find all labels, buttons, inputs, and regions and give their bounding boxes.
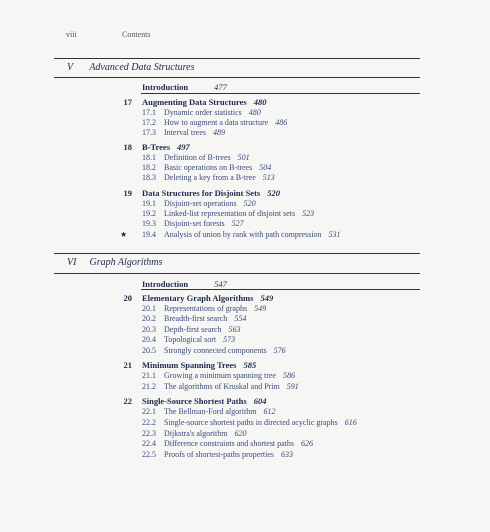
section-entry[interactable] (142, 418, 357, 427)
section-page: 480 (248, 108, 261, 117)
section-page: 489 (212, 128, 225, 137)
section-title: Basic operations on B-trees (164, 163, 253, 172)
chapter-title[interactable] (142, 293, 273, 303)
chapter-title[interactable] (142, 142, 190, 152)
section-page: 573 (223, 335, 236, 344)
intro-label: Introduction (142, 82, 189, 92)
section-entry[interactable] (142, 439, 313, 448)
chapter-number: 19 (123, 188, 132, 198)
section-number: 22.2 (142, 418, 156, 427)
part-roman: VI (67, 257, 77, 268)
section-page: 501 (237, 153, 250, 162)
chapter-title-text: Single-Source Shortest Paths (142, 396, 247, 406)
running-header (66, 30, 151, 39)
part-roman: V (67, 62, 74, 73)
section-number: 20.1 (142, 304, 156, 313)
part-rule-top (54, 253, 420, 254)
chapter-title[interactable] (142, 97, 266, 107)
section-page: 586 (282, 371, 295, 380)
chapter-title[interactable] (142, 188, 280, 198)
section-number: 17.2 (142, 118, 156, 127)
chapter-number: 17 (123, 97, 132, 107)
section-title: The algorithms of Kruskal and Prim (164, 382, 280, 391)
section-page: 591 (286, 382, 299, 391)
chapter-page: 604 (253, 396, 267, 406)
section-title: Growing a minimum spanning tree (164, 371, 276, 380)
section-page: 626 (301, 439, 314, 448)
section-title: Definition of B-trees (164, 153, 231, 162)
intro-page: 477 (214, 82, 227, 92)
section-number: 20.3 (142, 325, 156, 334)
section-entry[interactable] (142, 128, 225, 137)
section-entry[interactable] (142, 163, 271, 172)
part-rule-bottom (54, 273, 420, 274)
section-page: 620 (234, 429, 247, 438)
section-number: 18.1 (142, 153, 156, 162)
section-title: Analysis of union by rank with path compression (164, 230, 322, 239)
section-number: 20.4 (142, 335, 156, 344)
section-title: Proofs of shortest-paths properties (164, 450, 274, 459)
chapter-page: 585 (243, 360, 257, 370)
section-entry[interactable] (142, 407, 275, 416)
section-page: 576 (273, 346, 286, 355)
section-title: Depth-first search (164, 325, 222, 334)
section-entry[interactable] (142, 450, 293, 459)
part-rule-bottom (54, 77, 420, 78)
section-entry[interactable] (142, 429, 246, 438)
chapter-title-text: B-Trees (142, 142, 171, 152)
section-title: How to augment a data structure (164, 118, 269, 127)
part-title-vi (67, 257, 162, 268)
section-entry[interactable] (142, 314, 246, 323)
section-page: 563 (228, 325, 241, 334)
section-number: 20.2 (142, 314, 156, 323)
chapter-title[interactable] (142, 396, 266, 406)
section-number: 22.1 (142, 407, 156, 416)
section-title: Difference constraints and shortest paths (164, 439, 295, 448)
section-number: 21.1 (142, 371, 156, 380)
chapter-title-text: Data Structures for Disjoint Sets (142, 188, 261, 198)
section-entry[interactable] (142, 304, 266, 313)
section-entry[interactable] (142, 173, 275, 182)
chapter-page: 480 (253, 97, 267, 107)
section-number: 18.3 (142, 173, 156, 182)
chapter-page: 549 (260, 293, 274, 303)
chapter-title-text: Minimum Spanning Trees (142, 360, 237, 370)
intro-page: 547 (214, 279, 227, 289)
chapter-number: 18 (123, 142, 132, 152)
section-entry[interactable] (142, 108, 261, 117)
section-number: 19.1 (142, 199, 156, 208)
intro-rule (141, 289, 420, 290)
section-number: 17.1 (142, 108, 156, 117)
section-entry[interactable] (142, 335, 235, 344)
section-entry[interactable] (142, 153, 250, 162)
section-entry[interactable] (142, 346, 286, 355)
chapter-title[interactable] (142, 360, 256, 370)
section-title: Disjoint-set operations (164, 199, 237, 208)
part-rule-top (54, 58, 420, 59)
section-entry[interactable] (142, 118, 287, 127)
section-number: 18.2 (142, 163, 156, 172)
section-entry[interactable] (142, 325, 241, 334)
section-entry[interactable] (142, 209, 314, 218)
section-title: Dijkstra's algorithm (164, 429, 228, 438)
section-page: 554 (234, 314, 247, 323)
header-page-number: viii (66, 30, 77, 39)
section-title: Breadth-first search (164, 314, 228, 323)
section-page: 527 (231, 219, 244, 228)
section-number: 20.5 (142, 346, 156, 355)
chapter-number: 21 (123, 360, 132, 370)
section-page: 616 (344, 418, 357, 427)
section-title: Dynamic order statistics (164, 108, 242, 117)
chapter-number: 20 (123, 293, 132, 303)
section-number: 22.4 (142, 439, 156, 448)
chapter-number: 22 (123, 396, 132, 406)
chapter-page: 497 (177, 142, 190, 152)
section-title: Interval trees (164, 128, 206, 137)
section-title: Deleting a key from a B-tree (164, 173, 256, 182)
section-entry[interactable] (142, 199, 256, 208)
chapter-title-text: Elementary Graph Algorithms (142, 293, 254, 303)
section-page: 513 (262, 173, 275, 182)
section-number: 22.3 (142, 429, 156, 438)
section-entry[interactable] (142, 219, 244, 228)
part-name: Graph Algorithms (89, 257, 163, 268)
section-page: 633 (280, 450, 293, 459)
section-title: Single-source shortest paths in directed acyclic graphs (164, 418, 338, 427)
section-number: 17.3 (142, 128, 156, 137)
chapter-title-text: Augmenting Data Structures (142, 97, 247, 107)
section-page: 504 (259, 163, 272, 172)
section-title: Topological sort (164, 335, 217, 344)
section-number: 19.2 (142, 209, 156, 218)
section-title: The Bellman-Ford algorithm (164, 407, 257, 416)
section-page: 531 (328, 230, 341, 239)
part-intro[interactable] (142, 279, 227, 289)
section-number: 19.4 (142, 230, 156, 239)
section-title: Linked-list representation of disjoint sets (164, 209, 296, 218)
section-entry[interactable] (142, 371, 295, 380)
section-page: 486 (275, 118, 288, 127)
starred-section-icon: ★ (120, 230, 128, 239)
part-intro[interactable] (142, 82, 227, 92)
intro-rule (141, 93, 420, 94)
section-number: 21.2 (142, 382, 156, 391)
section-entry[interactable] (142, 230, 341, 239)
part-name: Advanced Data Structures (89, 62, 195, 73)
header-running-title: Contents (122, 30, 151, 39)
section-title: Disjoint-set forests (164, 219, 225, 228)
intro-label: Introduction (142, 279, 189, 289)
section-page: 612 (263, 407, 276, 416)
section-title: Strongly connected components (164, 346, 267, 355)
section-number: 22.5 (142, 450, 156, 459)
section-page: 520 (243, 199, 256, 208)
section-page: 523 (302, 209, 315, 218)
section-entry[interactable] (142, 382, 299, 391)
section-page: 549 (254, 304, 267, 313)
chapter-page: 520 (267, 188, 280, 198)
section-title: Representations of graphs (164, 304, 248, 313)
section-number: 19.3 (142, 219, 156, 228)
part-title-v (67, 62, 195, 73)
